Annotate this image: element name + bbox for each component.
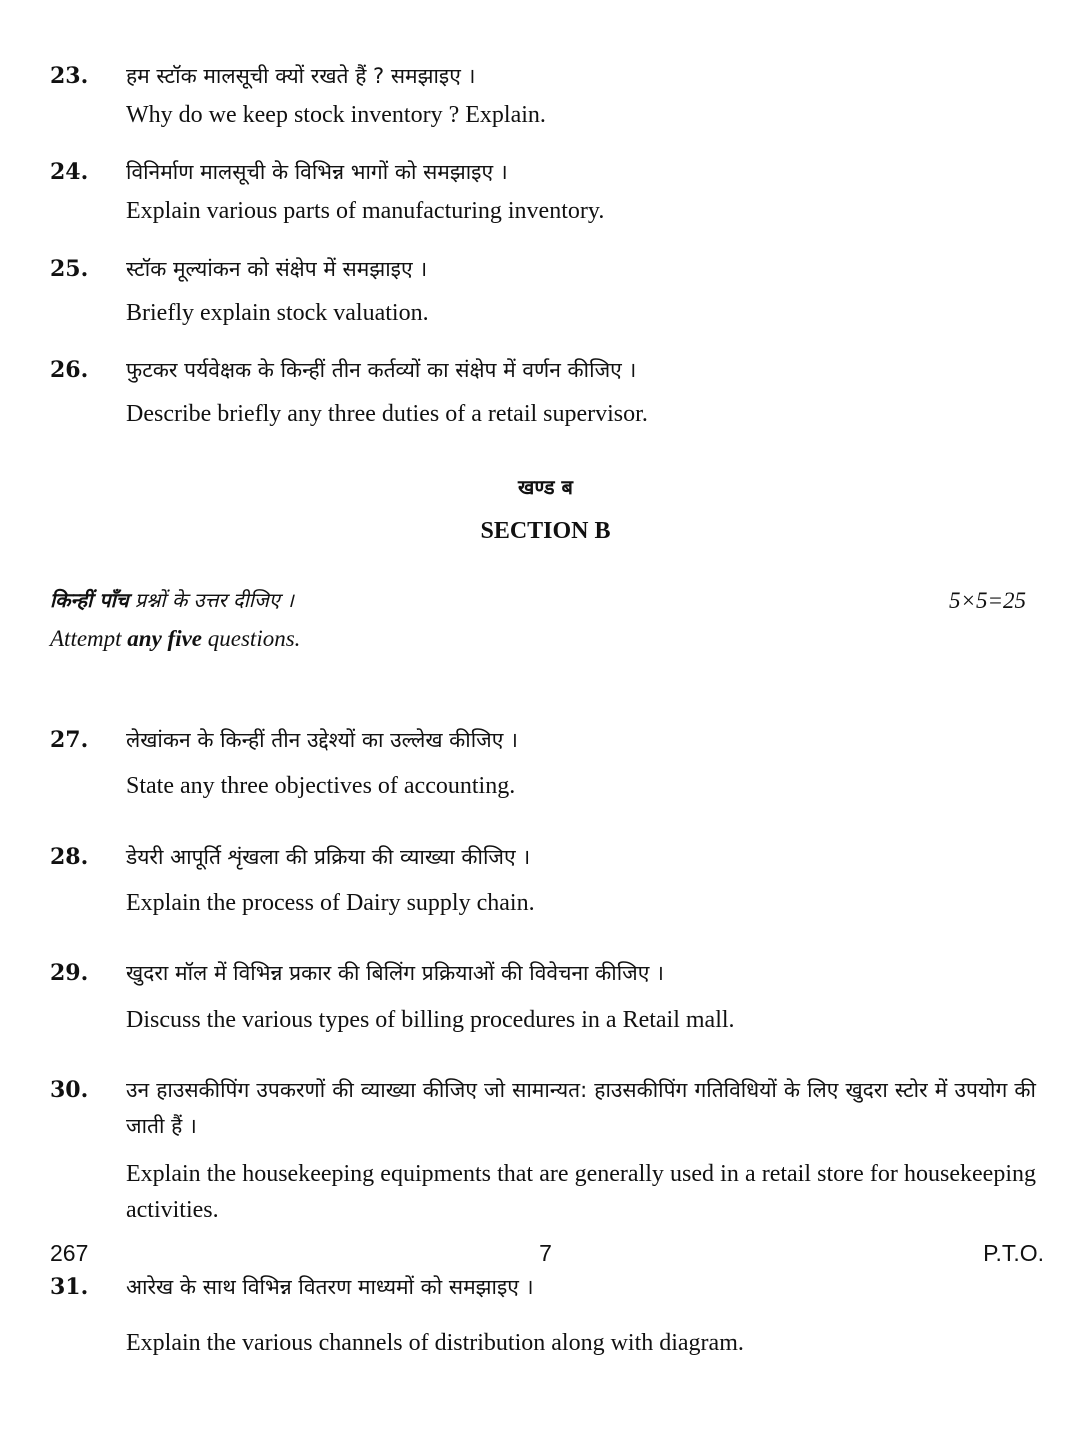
question-text-english: State any three objectives of accounting. <box>126 773 516 799</box>
section-marks: 5×5=25 <box>948 588 1026 613</box>
question-number: 29. <box>50 960 89 986</box>
instruction-english-post: questions. <box>202 626 301 651</box>
question-text-hindi: उन हाउसकीपिंग उपकरणों की व्याख्या कीजिए जो सामान्यत: हाउसकीपिंग गतिविधियों के लिए खुदरा स्टोर में उपयोग की जाती हैं । <box>126 1078 1036 1138</box>
instruction-english-emphasis: any five <box>127 626 203 651</box>
question-text-english: Briefly explain stock valuation. <box>126 300 429 326</box>
question-number: 31. <box>50 1274 89 1300</box>
question-text-english: Explain the various channels of distribution along with diagram. <box>126 1330 744 1356</box>
question-number: 30. <box>50 1077 89 1103</box>
instruction-hindi-rest: प्रश्नों के उत्तर दीजिए । <box>128 588 294 612</box>
question-text-hindi: फुटकर पर्यवेक्षक के किन्हीं तीन कर्तव्यों का संक्षेप में वर्णन कीजिए । <box>126 358 637 382</box>
question-text-hindi: विनिर्माण मालसूची के विभिन्न भागों को समझाइए । <box>126 160 508 184</box>
instruction-english <box>50 622 300 656</box>
instruction-hindi <box>50 583 294 617</box>
question-text-english: Describe briefly any three duties of a retail supervisor. <box>126 401 648 427</box>
question-text-english: Why do we keep stock inventory ? Explain. <box>126 102 546 128</box>
section-title-hindi: खण्ड ब <box>518 475 573 499</box>
question-number: 28. <box>50 844 89 870</box>
question-text-hindi: खुदरा मॉल में विभिन्न प्रकार की बिलिंग प्रक्रियाओं की विवेचना कीजिए । <box>126 961 665 985</box>
section-title-english: SECTION B <box>480 518 611 544</box>
please-turn-over: P.T.O. <box>983 1240 1044 1266</box>
question-text-hindi: डेयरी आपूर्ति शृंखला की प्रक्रिया की व्याख्या कीजिए । <box>126 845 531 869</box>
question-text-english: Explain the process of Dairy supply chain. <box>126 890 535 916</box>
question-text-english: Explain the housekeeping equipments that are generally used in a retail store for housekeeping activities. <box>126 1161 1036 1223</box>
page-number: 7 <box>539 1240 552 1266</box>
question-number: 24. <box>50 159 89 185</box>
question-text-hindi: आरेख के साथ विभिन्न वितरण माध्यमों को समझाइए । <box>126 1275 534 1299</box>
paper-code: 267 <box>50 1240 89 1266</box>
question-text-hindi: स्टॉक मूल्यांकन को संक्षेप में समझाइए । <box>126 257 428 281</box>
question-text-hindi: लेखांकन के किन्हीं तीन उद्देश्यों का उल्लेख कीजिए । <box>126 728 519 752</box>
question-text-english: Discuss the various types of billing procedures in a Retail mall. <box>126 1007 735 1033</box>
question-number: 26. <box>50 357 89 383</box>
question-text-hindi: हम स्टॉक मालसूची क्यों रखते हैं ? समझाइए । <box>126 64 476 88</box>
question-number: 23. <box>50 63 89 89</box>
instruction-english-pre: Attempt <box>50 626 128 651</box>
question-number: 27. <box>50 727 89 753</box>
question-number: 25. <box>50 256 89 282</box>
instruction-hindi-emphasis: किन्हीं पाँच <box>50 588 129 612</box>
question-text-english: Explain various parts of manufacturing inventory. <box>126 198 605 224</box>
